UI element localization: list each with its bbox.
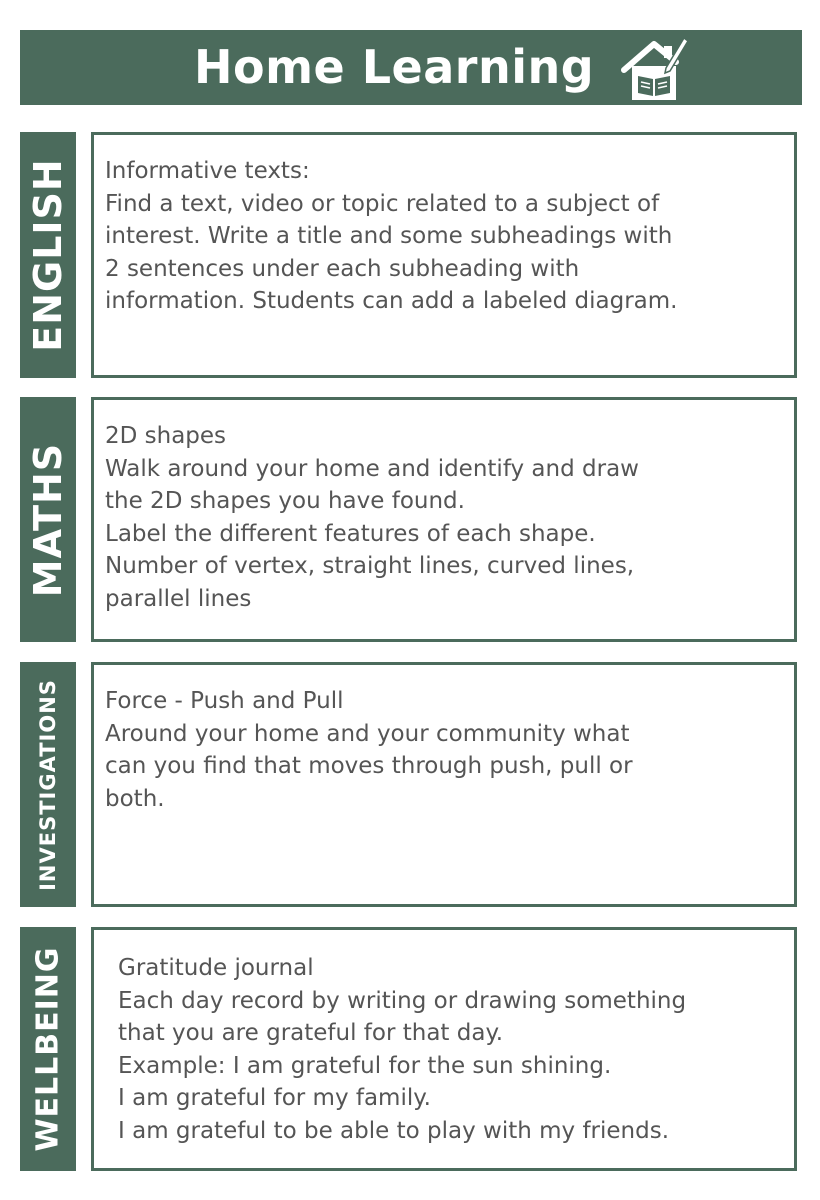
section-content-english bbox=[91, 132, 797, 378]
content-line: Number of vertex, straight lines, curved lines, bbox=[105, 553, 635, 580]
content-line: Each day record by writing or drawing something bbox=[118, 987, 687, 1014]
content-line: both. bbox=[105, 785, 165, 812]
content-line: 2D shapes bbox=[105, 423, 227, 449]
header-banner bbox=[20, 30, 802, 105]
content-line: Example: I am grateful for the sun shining. bbox=[118, 1052, 612, 1079]
content-line: Find a text, video or topic related to a subject of bbox=[105, 190, 660, 217]
content-line: the 2D shapes you have found. bbox=[105, 488, 465, 515]
content-line: Informative texts: bbox=[105, 158, 310, 184]
content-line: Around your home and your community what bbox=[105, 720, 630, 747]
content-line: Gratitude journal bbox=[118, 955, 314, 981]
section-content-text bbox=[105, 685, 633, 815]
section-content-investigations bbox=[91, 662, 797, 907]
content-line: information. Students can add a labeled diagram. bbox=[105, 288, 678, 315]
section-label-wellbeing bbox=[20, 927, 76, 1171]
section-label-investigations bbox=[20, 662, 76, 907]
section-content-maths bbox=[91, 397, 797, 642]
section-content-wellbeing bbox=[91, 927, 797, 1171]
content-line: can you find that moves through push, pull or bbox=[105, 753, 633, 780]
section-content-text bbox=[105, 155, 677, 318]
content-line: Walk around your home and identify and draw bbox=[105, 455, 639, 482]
content-line: Force - Push and Pull bbox=[105, 688, 344, 714]
content-line: parallel lines bbox=[105, 585, 252, 612]
content-line: I am grateful for my family. bbox=[118, 1085, 431, 1112]
content-line: interest. Write a title and some subheadings with bbox=[105, 223, 673, 250]
section-label-english bbox=[20, 132, 76, 378]
section-content-text bbox=[105, 420, 639, 616]
section-label-text: ENGLISH bbox=[26, 158, 70, 352]
content-line: I am grateful to be able to play with my friends. bbox=[118, 1117, 670, 1144]
section-label-text: WELLBEING bbox=[30, 946, 66, 1152]
section-label-text: MATHS bbox=[26, 442, 70, 597]
content-line: Label the different features of each shape. bbox=[105, 520, 596, 547]
content-line: 2 sentences under each subheading with bbox=[105, 255, 580, 282]
section-label-text: INVESTIGATIONS bbox=[36, 678, 60, 891]
house-book-pencil-icon bbox=[618, 32, 690, 104]
section-label-maths bbox=[20, 397, 76, 642]
section-content-text bbox=[118, 952, 686, 1148]
page-title: Home Learning bbox=[194, 40, 595, 94]
content-line: that you are grateful for that day. bbox=[118, 1020, 504, 1047]
